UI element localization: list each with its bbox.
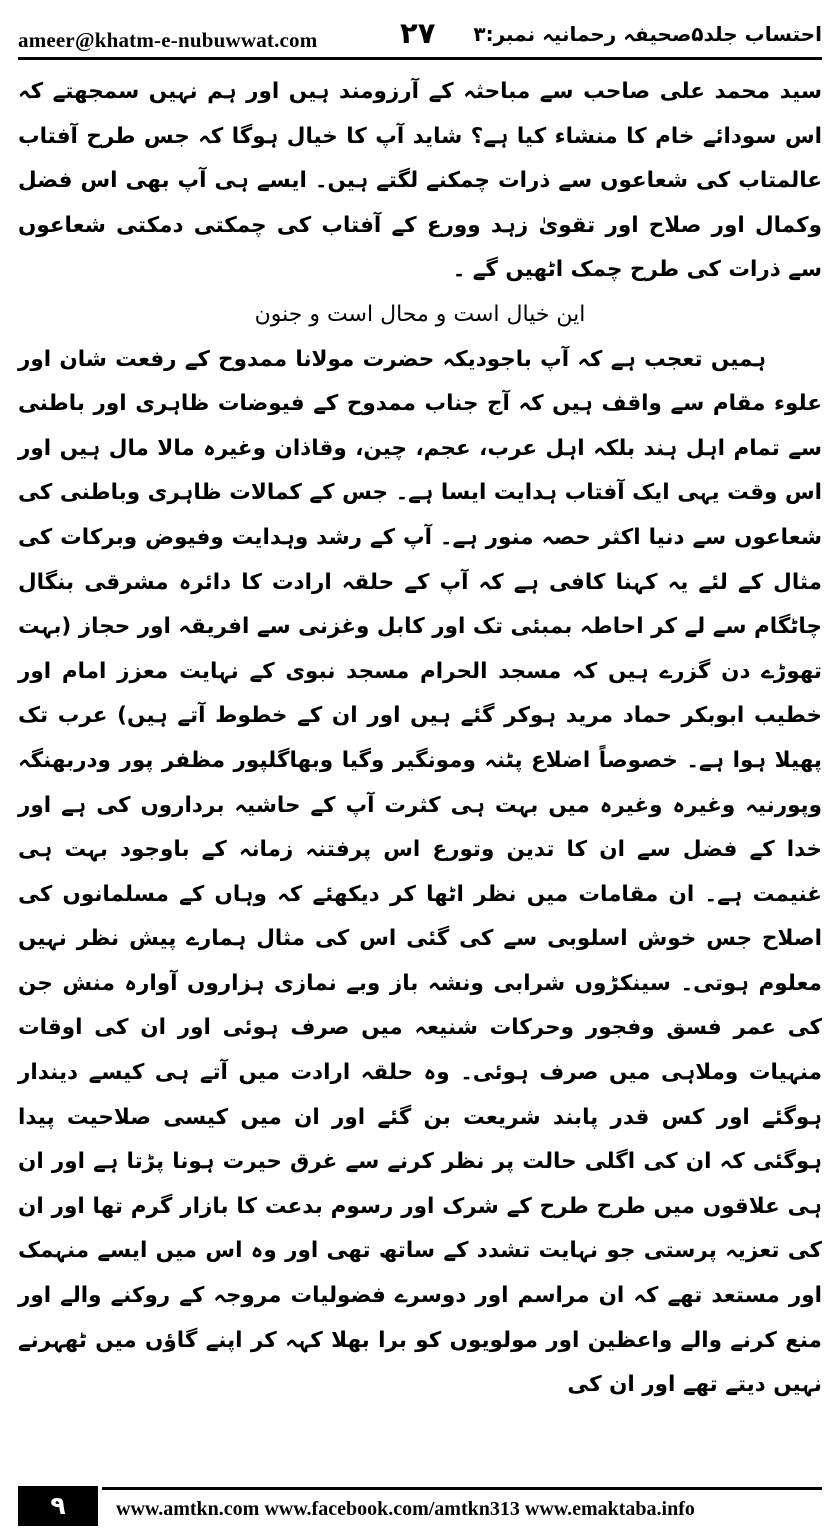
- header-title: احتساب جلد۵صحیفہ رحمانیہ نمبر:۳: [473, 22, 822, 46]
- header-page-number: ۲۷: [400, 16, 436, 50]
- main-text: [18, 70, 822, 1408]
- page-header: [18, 14, 822, 56]
- footer-page-marker: ۹: [18, 1486, 98, 1526]
- paragraph-intro: سید محمد علی صاحب سے مباحثہ کے آرزومند ہیں اور ہم نہیں سمجھتے کہ اس سودائے خام کا منشاء کیا ہے؟ شاید آپ کا خیال ہوگا کہ جس طرح آفتاب عالمتاب کی شعاعوں سے ذرات چمکنے لگتے ہیں۔ ایسے ہی آپ بھی اس فضل وکمال اور صلاح اور تقویٰ زہد وورع کے آفتاب کی چمکتی دمکتی شعاعوں سے ذرات کی طرح چمک اٹھیں گے ۔: [18, 79, 822, 283]
- footer-rule: [102, 1487, 822, 1490]
- paragraph-main: ہمیں تعجب ہے کہ آپ باجودیکہ حضرت مولانا ممدوح کے رفعت شان اور علوء مقام سے واقف ہیں کہ آج جناب ممدوح کے فیوضات ظاہری اور باطنی سے تمام اہل ہند بلکہ اہل عرب، عجم، چین، وقاذان وغیرہ مالا مال ہیں اور اس وقت یہی ایک آفتاب ہدایت ایسا ہے۔ جس کے کمالات ظاہری وباطنی کی شعاعوں سے دنیا اکثر حصہ منور ہے۔ آپ کے رشد وہدایت وفیوض وبرکات کی مثال کے لئے یہ کہنا کافی ہے کہ آپ کے حلقہ ارادت کا دائرہ مشرقی بنگال چاٹگام سے لے کر احاطہ بمبئی تک اور کابل وغزنی سے افریقہ اور حجاز (بہت تھوڑے دن گزرے ہیں کہ مسجد الحرام مسجد نبوی کے نہایت معزز امام اور خطیب ابوبکر حماد مرید ہوکر گئے ہیں اور ان کے خطوط آتے ہیں) عرب تک پھیلا ہوا ہے۔ خصوصاً اضلاع پٹنہ ومونگیر وگیا وبھاگلپور مظفر پور ودربھنگہ وپورنیہ وغیرہ وغیرہ میں بہت ہی کثرت آپ کے حاشیہ برداروں کی ہے اور خدا کے فضل سے ان کا تدین وتورع اس پرفتنہ زمانہ کے باوجود بہت ہی غنیمت ہے۔ ان مقامات میں نظر اٹھا کر دیکھئے کہ وہاں کے مسلمانوں کی اصلاح جس خوش اسلوبی سے کی گئی اس کی مثال ہمارے پیش نظر نہیں معلوم ہوتی۔ سینکڑوں شرابی ونشہ باز وبے نمازی ہزاروں آوارہ منش جن کی عمر فسق وفجور وحرکات شنیعہ میں صرف ہوئی اور ان کی اوقات منہیات وملاہی میں صرف ہوئی۔ وہ حلقہ ارادت میں آتے ہی کیسے دیندار ہوگئے اور کس قدر پابند شریعت بن گئے اور ان میں کیسی صلاحیت پیدا ہوگئی کہ ان کی اگلی حالت پر نظر کرنے سے غرق حیرت ہونا پڑتا ہے اور ان ہی علاقوں میں طرح طرح کے شرک اور رسوم بدعت کا بازار گرم تھا اور ان کی تعزیہ پرستی جو نہایت تشدد کے ساتھ تھی اور وہ اس میں ایسے منہمک اور مستعد تھے کہ ان مراسم اور دوسرے فضولیات مروجہ کے روکنے والے اور منع کرنے والے واعظین اور مولویوں کو برا بھلا کہہ کر اپنے گاؤں میں ٹھہرنے نہیں دیتے تھے اور ان کی: [18, 346, 822, 1398]
- page-footer: [18, 1486, 822, 1528]
- header-email: ameer@khatm-e-nubuwwat.com: [18, 28, 318, 52]
- header-rule: [18, 57, 822, 60]
- persian-verse: این خیال است و محال است و جنون: [254, 301, 586, 327]
- footer-links: www.amtkn.com www.facebook.com/amtkn313 www.emaktaba.info: [116, 1498, 695, 1520]
